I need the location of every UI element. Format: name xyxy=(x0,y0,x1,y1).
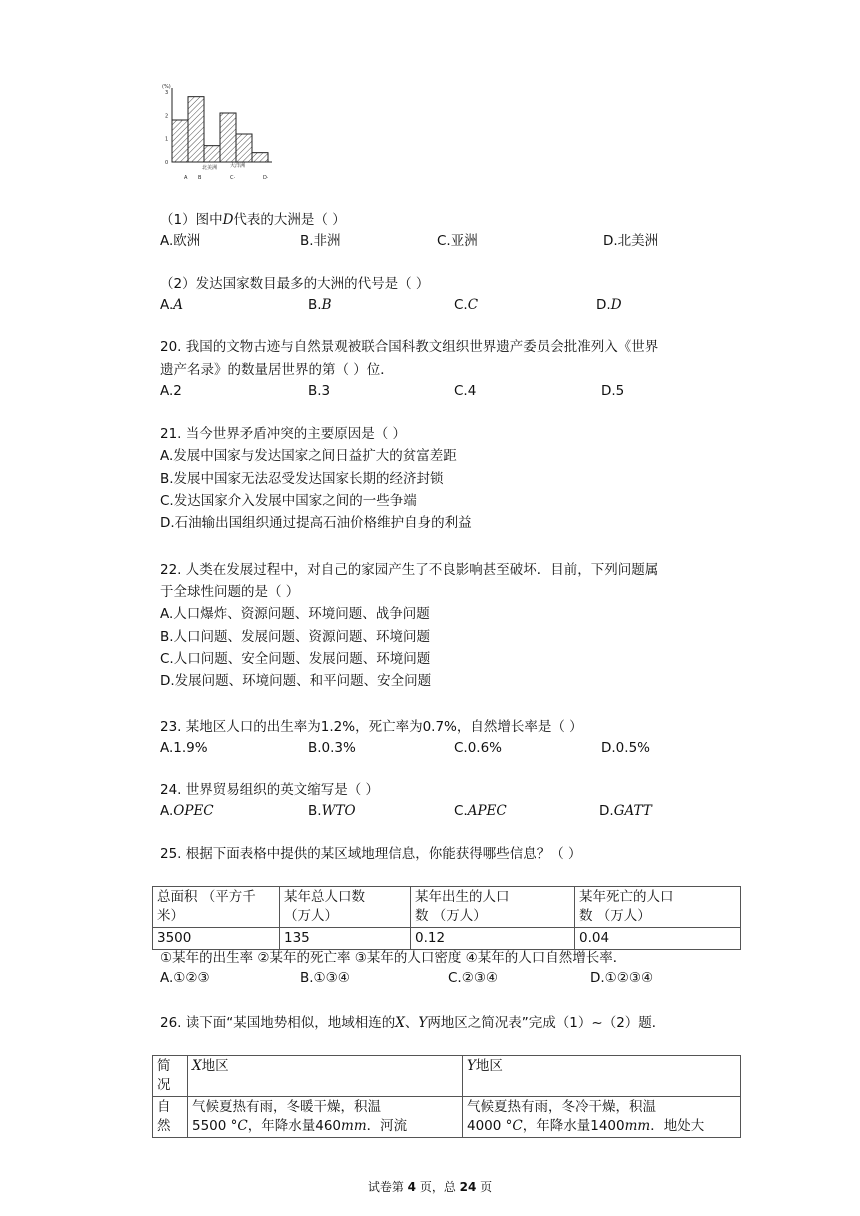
q26-table xyxy=(152,1055,741,1138)
chart-x-tick-label: B xyxy=(198,175,202,181)
table-header-cell: 某年死亡的人口 数 （万人） xyxy=(575,887,741,928)
table-header-cell: 某年出生的人口 数 （万人） xyxy=(411,887,575,928)
table-header-cell: Y地区 xyxy=(463,1056,741,1097)
q20-stem-line2: 遗产名录》的数量居世界的第（ ）位． xyxy=(160,362,394,378)
q25-stem: 25. 根据下面表格中提供的某区域地理信息，你能获得哪些信息？（ ） xyxy=(160,846,582,862)
table-header-cell: 某年总人口数 （万人） xyxy=(280,887,411,928)
q19-sub2-option-a[interactable]: A.A xyxy=(160,297,184,313)
q25-option-d[interactable]: D.①②③④ xyxy=(590,970,654,986)
q24-option-c[interactable]: C.APEC xyxy=(454,803,507,819)
q22-option-b[interactable]: B.人口问题、发展问题、资源问题、环境问题 xyxy=(160,629,431,645)
q24-option-b[interactable]: B.WTO xyxy=(308,803,356,819)
q24-option-d[interactable]: D.GATT xyxy=(599,803,652,819)
chart-bar xyxy=(220,113,236,162)
q19-sub2-stem: （2）发达国家数目最多的大洲的代号是（ ） xyxy=(160,276,430,292)
q25-option-b[interactable]: B.①③④ xyxy=(300,970,350,986)
chart-bar xyxy=(252,153,268,162)
q19-sub2-option-d[interactable]: D.D xyxy=(596,297,622,313)
q21-stem: 21. 当今世界矛盾冲突的主要原因是（ ） xyxy=(160,426,407,442)
q19-sub1-option-d[interactable]: D.北美洲 xyxy=(603,233,659,249)
table-row xyxy=(153,1056,741,1097)
chart-y-tick-label: 1 xyxy=(165,136,169,143)
q24-option-a[interactable]: A.OPEC xyxy=(160,803,214,819)
table-row xyxy=(153,928,741,950)
continent-bar-chart xyxy=(160,80,285,189)
q25-option-a[interactable]: A.①②③ xyxy=(160,970,210,986)
q22-stem-line1: 22. 人类在发展过程中，对自己的家园产生了不良影响甚至破坏．目前，下列问题属 xyxy=(160,562,659,578)
q24-stem: 24. 世界贸易组织的英文缩写是（ ） xyxy=(160,782,380,798)
q25-table xyxy=(152,886,741,950)
table-cell: 气候夏热有雨，冬冷干燥，积温 4000 °C，年降水量1400mm．地处大 xyxy=(463,1097,741,1138)
chart-bar xyxy=(236,134,252,162)
chart-x-tick-label: A xyxy=(184,175,188,181)
chart-y-tick-label: 3 xyxy=(165,90,169,96)
table-cell: 0.12 xyxy=(411,928,575,950)
q22-stem-line2: 于全球性问题的是（ ） xyxy=(160,584,300,600)
table-cell: 0.04 xyxy=(575,928,741,950)
q19-sub1-stem: （1）图中D代表的大洲是（ ） xyxy=(160,212,346,228)
q23-option-c[interactable]: C.0.6% xyxy=(454,740,503,756)
q20-option-b[interactable]: B.3 xyxy=(308,383,331,399)
q23-option-b[interactable]: B.0.3% xyxy=(308,740,356,756)
q22-option-a[interactable]: A.人口爆炸、资源问题、环境问题、战争问题 xyxy=(160,606,430,622)
chart-x-tick-label: D· xyxy=(263,175,269,181)
q20-stem-line1: 20. 我国的文物古迹与自然景观被联合国科教文组织世界遗产委员会批准列入《世界 xyxy=(160,339,659,355)
table-row xyxy=(153,1097,741,1138)
chart-y-label: (%) xyxy=(162,84,171,90)
q23-option-a[interactable]: A.1.9% xyxy=(160,740,208,756)
chart-x-tick-label: C· xyxy=(230,175,236,181)
q22-option-c[interactable]: C.人口问题、安全问题、发展问题、环境问题 xyxy=(160,651,431,667)
q19-sub2-option-c[interactable]: C.C xyxy=(454,297,479,313)
q21-option-c[interactable]: C.发达国家介入发展中国家之间的一些争端 xyxy=(160,493,417,509)
q23-stem: 23. 某地区人口的出生率为1.2%，死亡率为0.7%，自然增长率是（ ） xyxy=(160,719,583,735)
q19-sub2-option-b[interactable]: B.B xyxy=(308,297,332,313)
table-row xyxy=(153,887,741,928)
table-cell: 135 xyxy=(280,928,411,950)
table-cell: 自 然 xyxy=(153,1097,188,1138)
table-header-cell: X地区 xyxy=(188,1056,463,1097)
q19-sub1-option-c[interactable]: C.亚洲 xyxy=(437,233,478,249)
table-cell: 3500 xyxy=(153,928,280,950)
q26-stem: 26. 读下面“某国地势相似，地域相连的X、Y两地区之简况表”完成（1）~（2）题． xyxy=(160,1015,666,1031)
q25-option-c[interactable]: C.②③④ xyxy=(448,970,499,986)
table-header-cell: 总面积 （平方千 米） xyxy=(153,887,280,928)
q21-option-b[interactable]: B.发展中国家无法忍受发达国家长期的经济封锁 xyxy=(160,471,444,487)
chart-inner-label: 大洋洲 xyxy=(230,163,246,169)
q23-option-d[interactable]: D.0.5% xyxy=(601,740,650,756)
chart-inner-label: 北美洲 xyxy=(202,165,218,171)
table-cell: 气候夏热有雨，冬暖干燥，积温 5500 °C，年降水量460mm．河流 xyxy=(188,1097,463,1138)
q22-option-d[interactable]: D.发展问题、环境问题、和平问题、安全问题 xyxy=(160,673,432,689)
chart-y-tick-label: 0 xyxy=(165,160,169,166)
chart-bar xyxy=(188,97,204,162)
q20-option-d[interactable]: D.5 xyxy=(601,383,625,399)
q19-sub1-option-a[interactable]: A.欧洲 xyxy=(160,233,201,249)
q20-option-c[interactable]: C.4 xyxy=(454,383,477,399)
q19-sub1-option-b[interactable]: B.非洲 xyxy=(300,233,341,249)
page-footer: 试卷第 4 页，总 24 页 xyxy=(367,1180,493,1194)
table-header-cell: 简 况 xyxy=(153,1056,188,1097)
q21-option-a[interactable]: A.发展中国家与发达国家之间日益扩大的贫富差距 xyxy=(160,448,457,464)
chart-bar xyxy=(204,146,220,162)
q20-option-a[interactable]: A.2 xyxy=(160,383,182,399)
q21-option-d[interactable]: D.石油输出国组织通过提高石油价格维护自身的利益 xyxy=(160,515,472,531)
chart-y-tick-label: 2 xyxy=(165,113,169,120)
q25-info: ①某年的出生率 ②某年的死亡率 ③某年的人口密度 ④某年的人口自然增长率． xyxy=(160,950,627,966)
chart-svg xyxy=(160,80,285,185)
chart-bar xyxy=(172,120,188,162)
